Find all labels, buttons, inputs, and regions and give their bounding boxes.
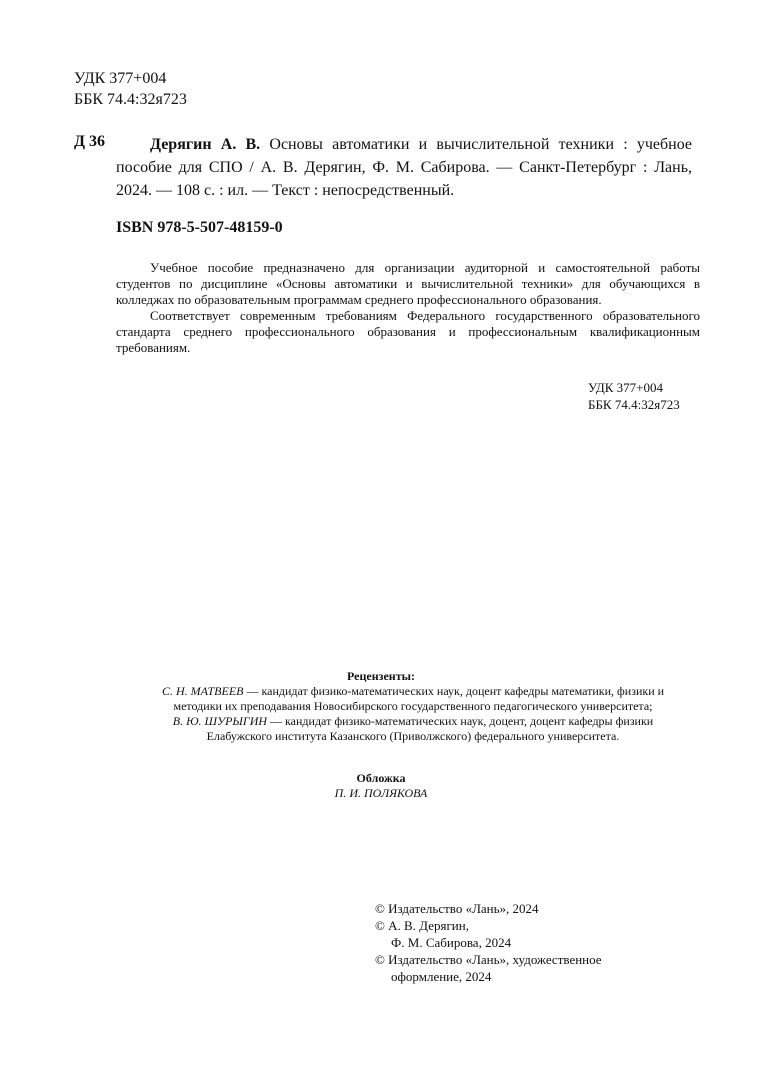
copyright-line-3: Ф. М. Сабирова, 2024 [391, 935, 512, 950]
copyright-line-2: © А. В. Дерягин, [375, 918, 469, 933]
udk-code-repeat: УДК 377+004 [588, 380, 664, 395]
classification-right [588, 380, 680, 413]
reviewers-title: Рецензенты: [347, 669, 415, 683]
reviewers-list [140, 684, 686, 744]
annotation-paragraph-2: Соответствует современным требованиям Федерального государственного образовательного стандарта среднего профессионального образования и профессиональным квалификационным требованиям. [116, 308, 700, 355]
reviewer-1-text: — кандидат физико-математических наук, доцент кафедры математики, физики и методики их преподавания Новосибирского государственного педагогического университета; [173, 684, 665, 713]
bbk-code-repeat: ББК 74.4:32я723 [588, 396, 680, 412]
udk-code: УДК 377+004 [74, 70, 167, 87]
copyright-line-5: оформление, 2024 [391, 969, 492, 984]
author-sign: Д 36 [74, 133, 106, 150]
record-details: учебное пособие для СПО / А. В. Дерягин, Ф. М. Сабирова. — Санкт-Петербург : Лань, 2024. — 108 с. : ил. — Текст : непосредственный. [116, 136, 693, 199]
bibliographic-record [116, 133, 692, 202]
annotation-paragraph-1: Учебное пособие предназначено для организации аудиторной и самостоятельной работы студентов по дисциплине «Основы автоматики и вычислительной техники» для обучающихся в колледжах по образовательным программам среднего профессионального образования. [116, 260, 700, 307]
reviewer-2-text: — кандидат физико-математических наук, доцент, доцент кафедры физики Елабужского института Казанского (Приволжского) федерального университета. [206, 714, 654, 743]
record-title: Основы автоматики и вычислительной техники : [269, 136, 628, 153]
isbn: ISBN 978-5-507-48159-0 [116, 219, 283, 236]
reviewer-1 [140, 684, 686, 714]
annotation [116, 260, 700, 356]
cover-designer: П. И. ПОЛЯКОВА [334, 786, 428, 800]
record-author: Дерягин А. В. [150, 136, 261, 153]
classification-top [74, 68, 187, 110]
bbk-code: ББК 74.4:32я723 [74, 91, 187, 108]
copyright-block [375, 900, 602, 985]
copyright-line-4: © Издательство «Лань», художественное [375, 952, 602, 967]
copyright-line-1: © Издательство «Лань», 2024 [375, 901, 539, 916]
reviewer-2-name: В. Ю. ШУРЫГИН [172, 714, 268, 728]
reviewer-1-name: С. Н. МАТВЕЕВ [161, 684, 244, 698]
reviewer-2 [140, 714, 686, 744]
cover-title: Обложка [356, 771, 406, 785]
